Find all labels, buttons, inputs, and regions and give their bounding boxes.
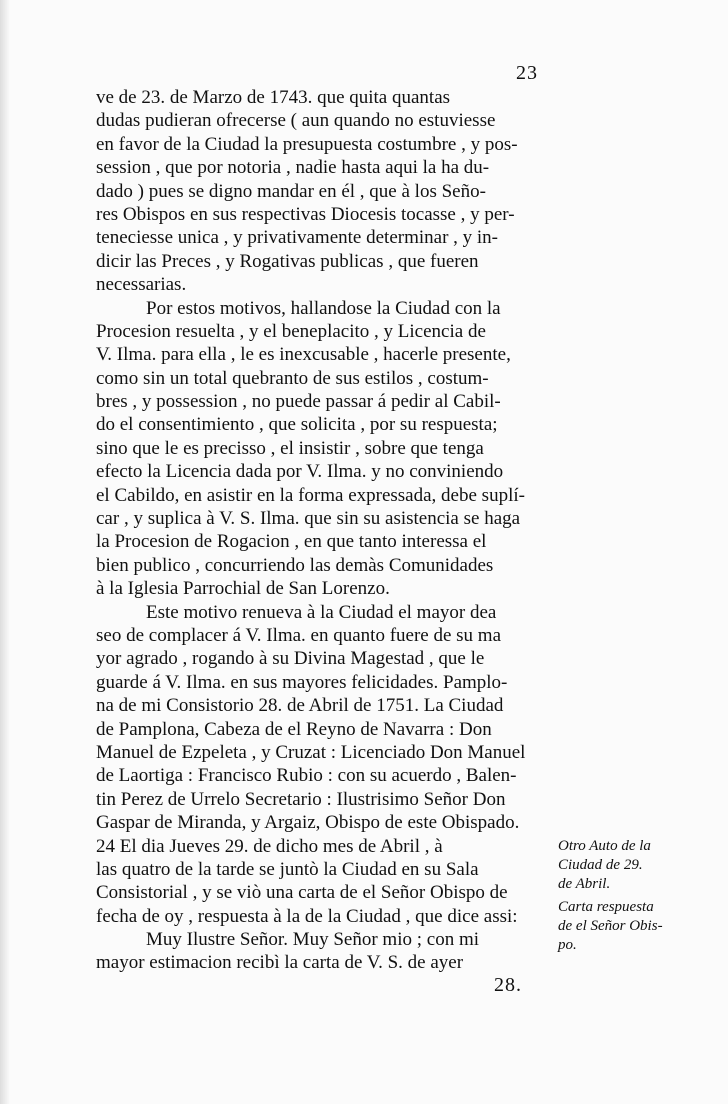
body-text-line: res Obispos en sus respectivas Diocesis tocasse , y per-	[96, 203, 515, 225]
body-text-line: guarde á V. Ilma. en sus mayores felicidades. Pamplo-	[96, 671, 508, 693]
body-text-line: dudas pudieran ofrecerse ( aun quando no estuviesse	[96, 110, 496, 132]
body-text-line: teneciesse unica , y privativamente determinar , y in-	[96, 227, 499, 249]
body-text-line: de Pamplona, Cabeza de el Reyno de Navarra : Don	[96, 718, 492, 740]
body-text-line: dicir las Preces , y Rogativas publicas , que fueren	[96, 250, 479, 272]
body-text-line: yor agrado , rogando à su Divina Magestad , que le	[96, 648, 485, 670]
body-text-line: Consistorial , y se viò una carta de el Señor Obispo de	[96, 882, 508, 904]
body-text-line: el Cabildo, en asistir en la forma expressada, debe suplí-	[96, 484, 525, 506]
margin-note-otro-auto	[558, 837, 688, 894]
body-text-line: Por estos motivos, hallandose la Ciudad con la	[146, 297, 501, 319]
body-text-line: en favor de la Ciudad la presupuesta costumbre , y pos-	[96, 133, 518, 155]
body-text-line: na de mi Consistorio 28. de Abril de 1751. La Ciudad	[96, 695, 504, 717]
body-text-line: dado ) pues se digno mandar en él , que à los Seño-	[96, 180, 486, 202]
margin-note-line: de el Señor Obis-	[558, 918, 663, 934]
margin-note-carta-respuesta	[558, 898, 688, 955]
body-text-line: session , que por notoria , nadie hasta aqui la ha du-	[96, 157, 490, 179]
margin-note-line: Ciudad de 29.	[558, 857, 643, 873]
body-text-line: de Laortiga : Francisco Rubio : con su acuerdo , Balen-	[96, 765, 517, 787]
catchword: 28.	[494, 974, 522, 996]
body-text-line: Muy Ilustre Señor. Muy Señor mio ; con mi	[146, 929, 480, 951]
body-text-line: bres , y possession , no puede passar á pedir al Cabil-	[96, 391, 501, 413]
body-text-line: como sin un total quebranto de sus estilos , costum-	[96, 367, 489, 389]
body-text-line: V. Ilma. para ella , le es inexcusable , hacerle presente,	[96, 344, 511, 366]
body-text-line: do el consentimiento , que solicita , por su respuesta;	[96, 414, 498, 436]
body-text-line: efecto la Licencia dada por V. Ilma. y no conviniendo	[96, 461, 504, 483]
body-text-line: 24 El dia Jueves 29. de dicho mes de Abril , à	[96, 835, 443, 857]
body-text-line: fecha de oy , respuesta à la de la Ciudad , que dice assi:	[96, 905, 518, 927]
body-text-line: Procesion resuelta , y el beneplacito , y Licencia de	[96, 320, 486, 342]
body-text-line: ve de 23. de Marzo de 1743. que quita quantas	[96, 87, 451, 108]
body-text-line: à la Iglesia Parrochial de San Lorenzo.	[96, 578, 390, 600]
body-text-line: Este motivo renueva à la Ciudad el mayor dea	[146, 601, 497, 623]
body-text-line: necessarias.	[96, 274, 187, 296]
body-text-line: Gaspar de Miranda, y Argaiz, Obispo de este Obispado.	[96, 812, 520, 834]
page-number: 23	[516, 62, 538, 84]
body-text-line: sino que le es precisso , el insistir , sobre que tenga	[96, 437, 484, 459]
body-text-line: la Procesion de Rogacion , en que tanto interessa el	[96, 531, 487, 553]
body-text-line: mayor estimacion recibì la carta de V. S. de ayer	[96, 952, 464, 974]
body-text-line: Manuel de Ezpeleta , y Cruzat : Licenciado Don Manuel	[96, 741, 526, 763]
margin-note-line: po.	[558, 937, 577, 953]
margin-note-line: Carta respuesta	[558, 899, 654, 915]
body-text-line: bien publico , concurriendo las demàs Comunidades	[96, 554, 494, 576]
body-text-line: car , y suplica à V. S. Ilma. que sin su asistencia se haga	[96, 508, 521, 530]
body-text-line: tin Perez de Urrelo Secretario : Ilustrisimo Señor Don	[96, 788, 506, 810]
margin-note-line: de Abril.	[558, 876, 611, 892]
body-text-line: seo de complacer á V. Ilma. en quanto fuere de su ma	[96, 624, 502, 646]
body-text	[96, 86, 548, 975]
margin-note-line: Otro Auto de la	[558, 838, 651, 854]
page-edge-shadow	[0, 0, 10, 1104]
body-text-line: las quatro de la tarde se juntò la Ciudad en su Sala	[96, 858, 479, 880]
